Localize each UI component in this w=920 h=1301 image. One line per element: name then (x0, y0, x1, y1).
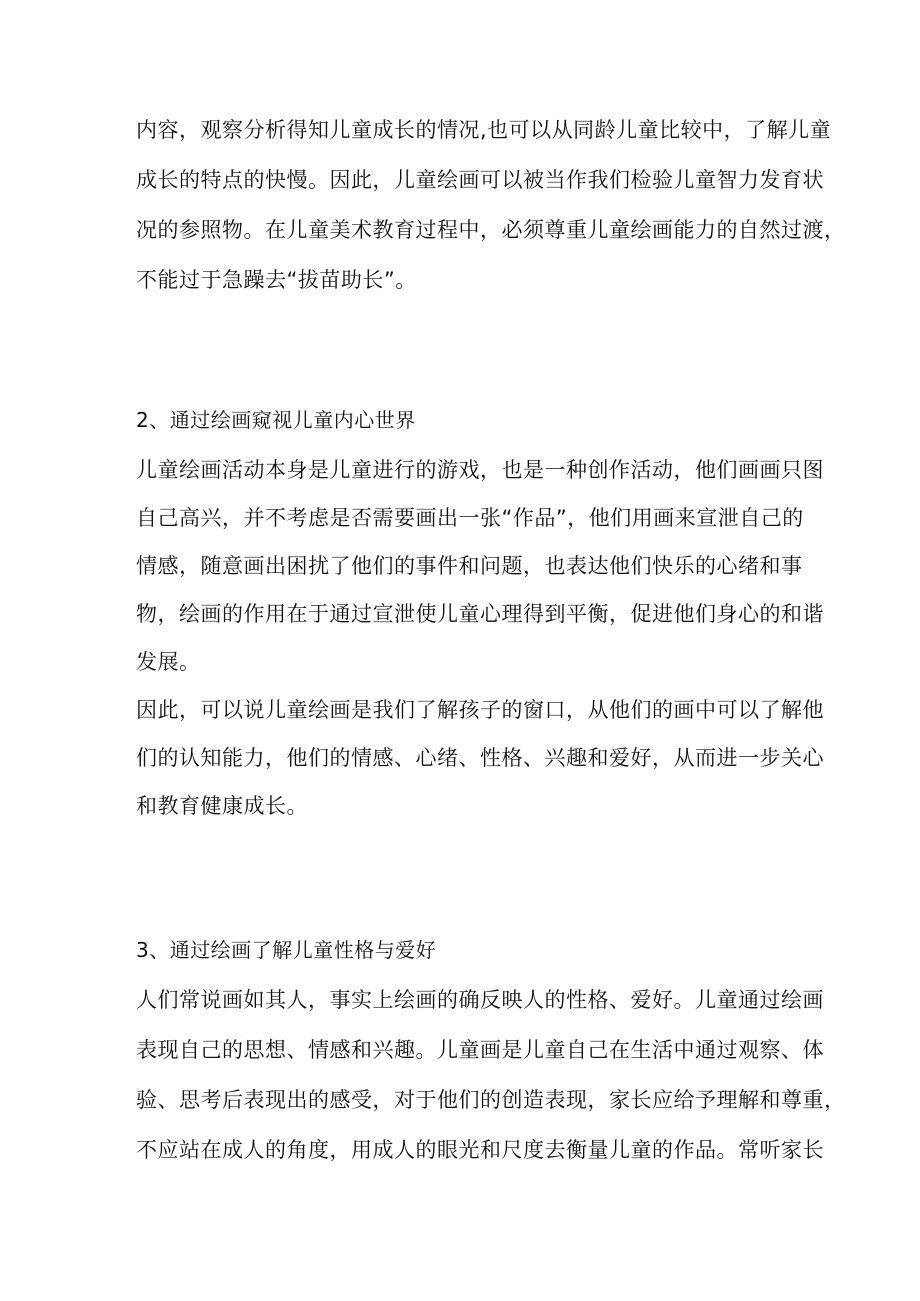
paragraph-line: 不能过于急躁去“拔苗助长”。 (136, 268, 417, 292)
paragraph-line: 况的参照物。在儿童美术教育过程中，必须尊重儿童绘画能力的自然过渡， (136, 218, 846, 242)
paragraph-line: 表现自己的思想、情感和兴趣。儿童画是儿童自己在生活中通过观察、体 (136, 1038, 824, 1062)
section-heading: 2、通过绘画窥视儿童内心世界 (136, 408, 416, 432)
paragraph-line: 内容，观察分析得知儿童成长的情况,也可以从同龄儿童比较中，了解儿童 (136, 118, 832, 142)
paragraph-line: 验、思考后表现出的感受，对于他们的创造表现，家长应给予理解和尊重， (136, 1088, 846, 1112)
paragraph-line: 儿童绘画活动本身是儿童进行的游戏，也是一种创作活动，他们画画只图 (136, 458, 824, 482)
paragraph-line: 和教育健康成长。 (136, 794, 308, 818)
paragraph-line: 不应站在成人的角度，用成人的眼光和尺度去衡量儿童的作品。常听家长 (136, 1138, 824, 1162)
paragraph-line: 情感，随意画出困扰了他们的事件和问题，也表达他们快乐的心绪和事 (136, 554, 803, 578)
paragraph-line: 成长的特点的快慢。因此，儿童绘画可以被当作我们检验儿童智力发育状 (136, 168, 824, 192)
paragraph-line: 物，绘画的作用在于通过宣泄使儿童心理得到平衡，促进他们身心的和谐 (136, 602, 824, 626)
paragraph-line: 发展。 (136, 650, 201, 674)
paragraph-line: 自己高兴，并不考虑是否需要画出一张“作品”，他们用画来宣泄自己的 (136, 506, 804, 530)
paragraph-line: 因此，可以说儿童绘画是我们了解孩子的窗口，从他们的画中可以了解他 (136, 698, 824, 722)
paragraph-line: 人们常说画如其人，事实上绘画的确反映人的性格、爱好。儿童通过绘画 (136, 988, 824, 1012)
paragraph-line: 们的认知能力，他们的情感、心绪、性格、兴趣和爱好，从而进一步关心 (136, 746, 824, 770)
section-heading: 3、通过绘画了解儿童性格与爱好 (136, 938, 437, 962)
